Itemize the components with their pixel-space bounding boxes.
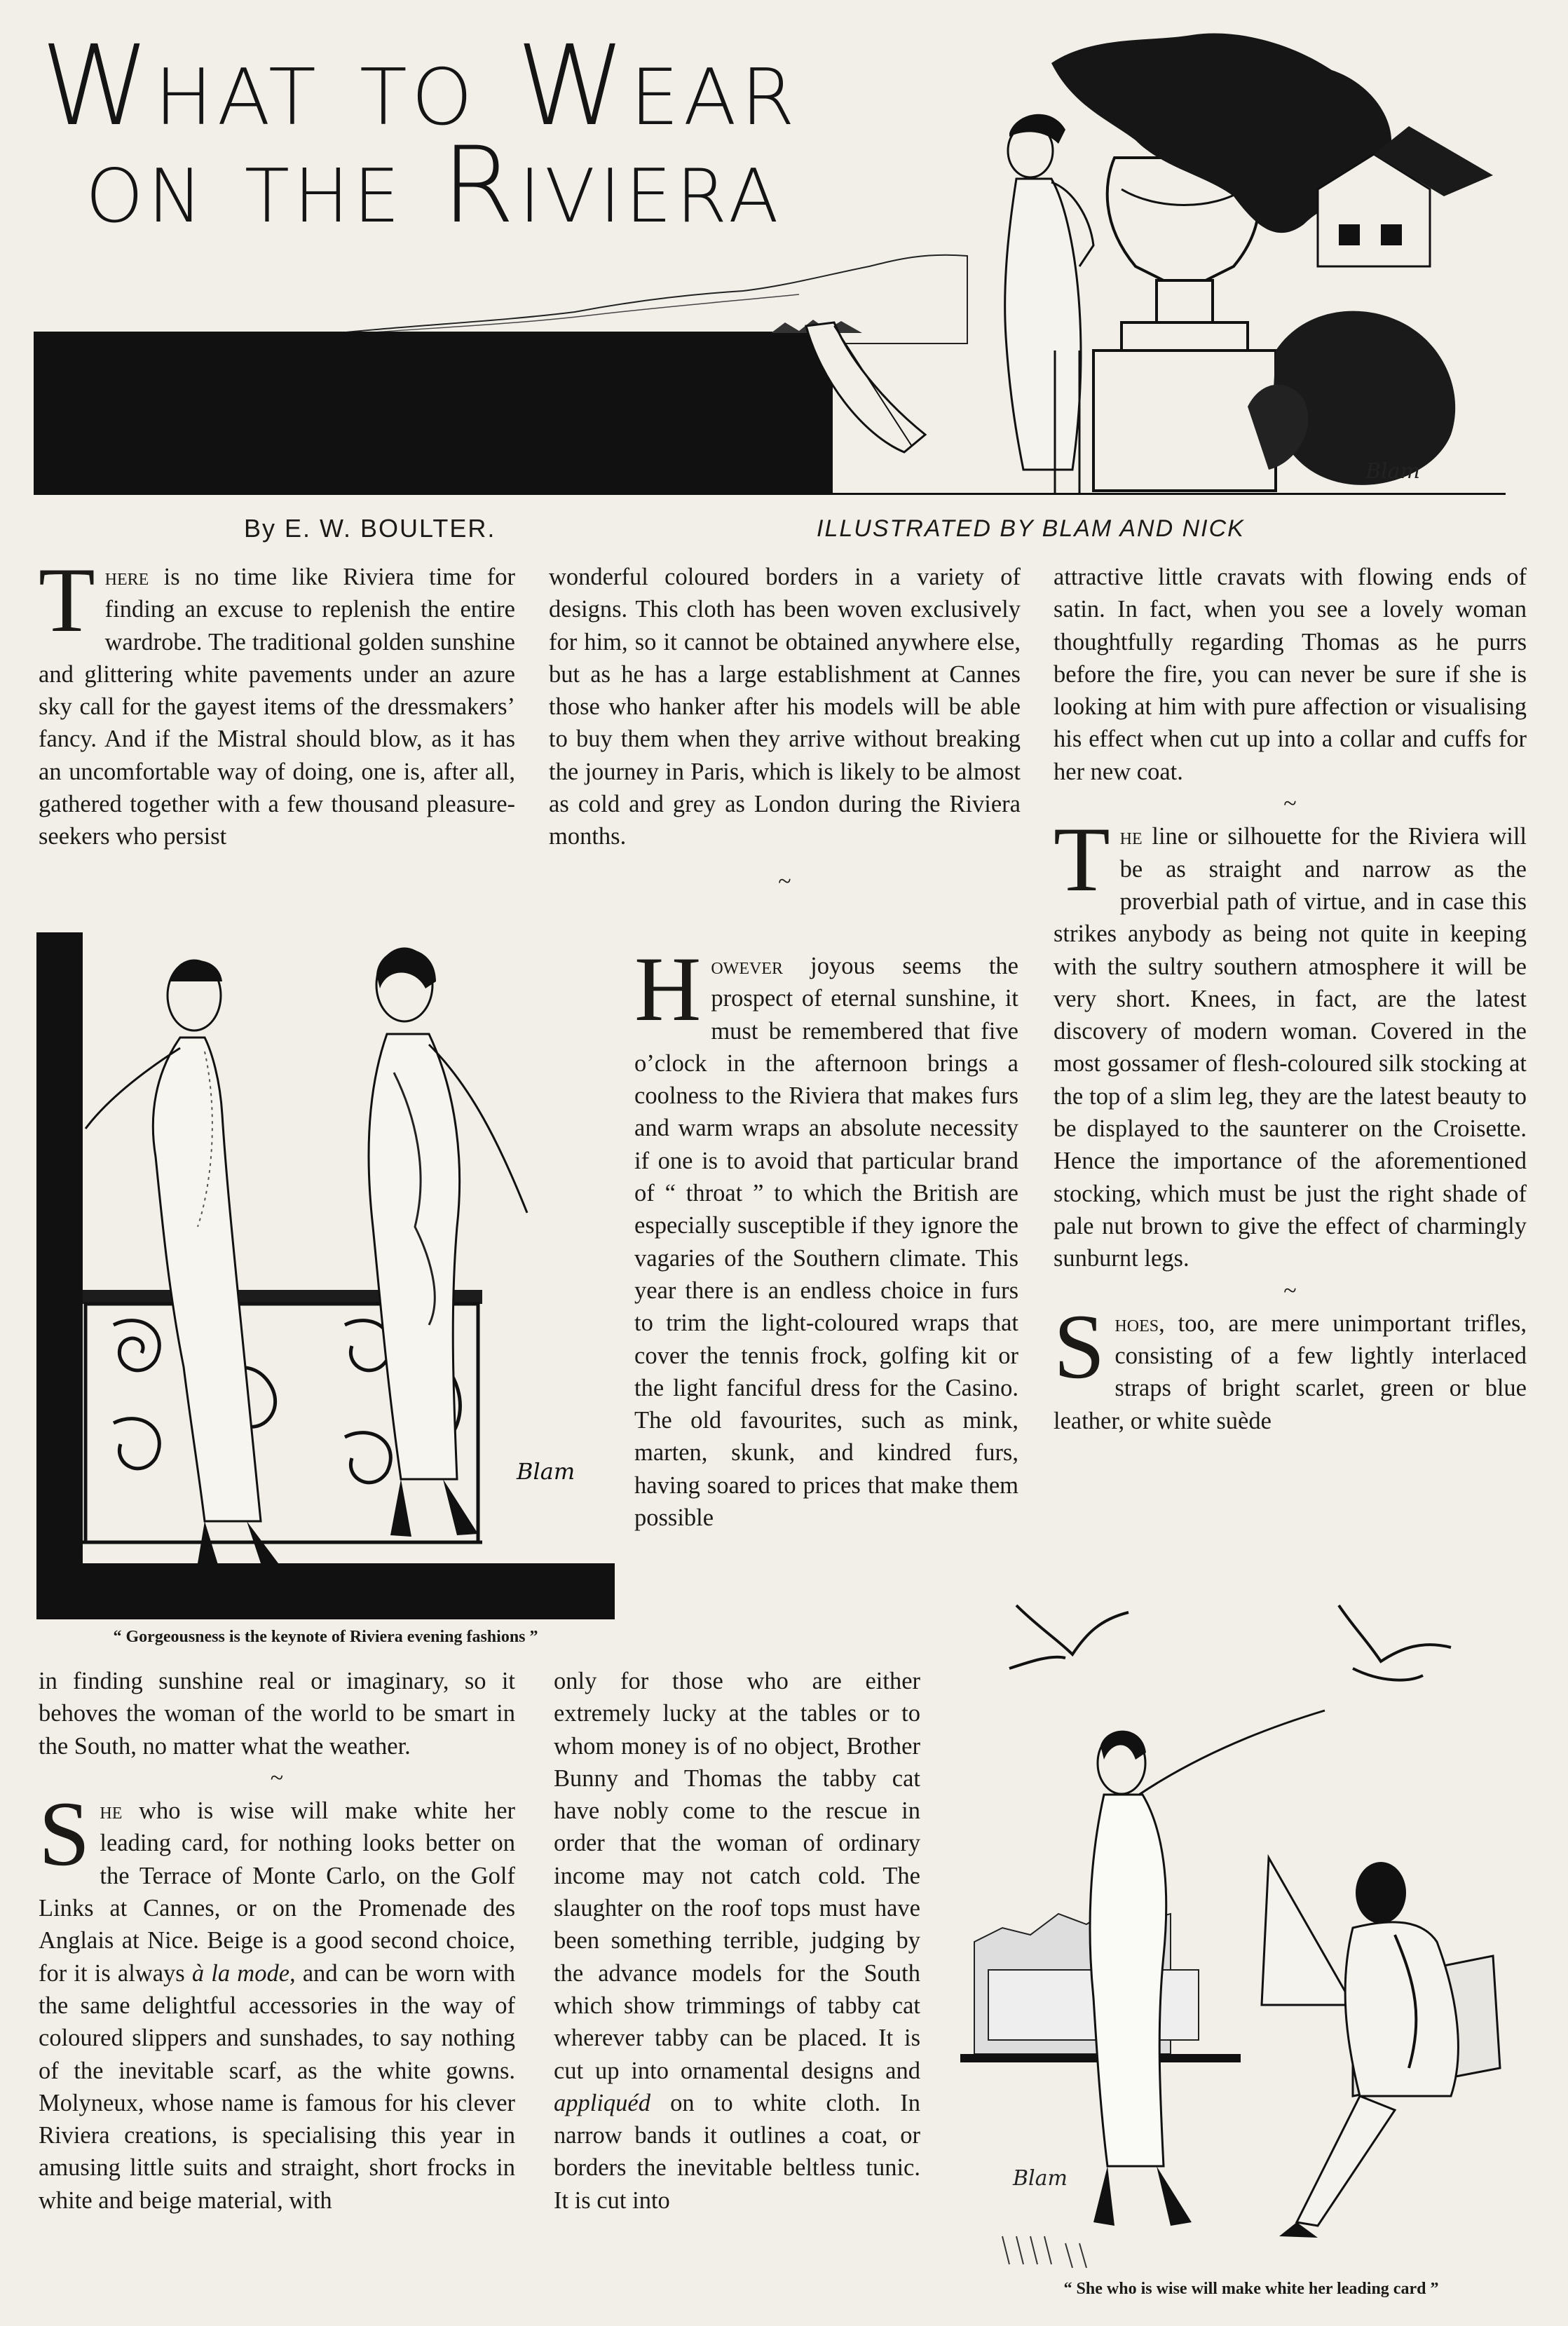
- italic-phrase: appliquéd: [554, 2089, 650, 2116]
- title-line-2: on the Riviera: [86, 125, 783, 247]
- lead-in: hoes: [1114, 1310, 1159, 1337]
- paragraph-text: on to white cloth. In narrow bands it outlines a coat, or borders the inevitable beltless tunic. It is cut into: [554, 2089, 920, 2214]
- byline: By E. W. BOULTER.: [244, 514, 496, 543]
- drop-cap: S: [1054, 1294, 1105, 1398]
- paragraph-furs-continued: [554, 1665, 920, 2217]
- drop-cap: T: [39, 561, 95, 651]
- artist-signature: Blam: [1013, 2166, 1068, 2191]
- paragraph-text: only for those who are either extremely lucky at the tables or to whom money is of no object, Brother Bunny and Thomas the tabby cat have nobly come to the rescue in order that the woman of ordinary income may not catch cold. The slaughter on the roof tops must have been something terrible, judging by the advance models for the South which show trimmings of tabby cat wherever tabby can be placed. It is cut up into ornamental designs and: [554, 1668, 920, 2084]
- column-3: [1054, 561, 1527, 1542]
- paragraph-text: , too, are mere unimportant trifles, consisting of a few lightly interlaced straps of bright scarlet, green or blue leather, or white suède: [1054, 1310, 1527, 1434]
- white-outfit-illustration: [960, 1563, 1542, 2271]
- paragraph-white: [39, 1782, 515, 2217]
- paragraph-intro: [39, 561, 515, 853]
- paragraph-cravats: attractive little cravats with flowing ends of satin. In fact, when you see a lovely woman thoughtfully regarding Thomas as he purrs before the fire, you can never be sure if she is looking at him with pure affection or visualising his effect when cut up into a collar and cuffs for her new coat.: [1054, 564, 1527, 785]
- paragraph-silhouette: [1054, 808, 1527, 1274]
- paragraph-text: joyous seems the prospect of eternal sunshine, it must be remembered that five o’clock in the afternoon brings a coolness to the Riviera that makes furs and warm wraps an absolute necessity if one is to avoid that particular brand of “ throat ” to which the British are especially susceptible if they ignore the vagaries of the Southern climate. This year there is an endless choice in furs to trim the light-coloured wraps that cover the tennis frock, golfing kit or the light fanciful dress for the Casino. The old favourites, such as mink, marten, skunk, and kindred furs, having soared to prices that make them possible: [634, 953, 1018, 1532]
- paragraph-text: line or silhouette for the Riviera will be as straight and narrow as the proverbial path of virtue, and in case this strikes anybody as being not quite in keeping with the sultry southern atmosphere it will be very short. Knees, in fact, are the latest discovery of modern woman. Covered in the most gossamer of flesh-coloured silk stocking at the top of a slim leg, they are the latest beauty to be displayed to the saunterer on the Croisette. Hence the importance of the aforementioned stocking, which must be just the right shade of pale nut brown to give the effect of charmingly sunburnt legs.: [1054, 823, 1527, 1272]
- column-1-top: [39, 561, 515, 922]
- lead-in: he: [100, 1797, 123, 1825]
- artist-signature: Blam: [1365, 459, 1420, 484]
- lead-in: here: [104, 564, 149, 590]
- paragraph-text: and can be worn with the same delightful accessories in the way of coloured slippers and sunshades, to say nothing of the inevitable scarf, as the white gowns. Molyneux, whose name is famous for his clever Riviera creations, is specialising this year in amusing little suits and straight, short frocks in white and beige material, with: [39, 1959, 515, 2214]
- artist-signature: Blam: [517, 1458, 575, 1485]
- ornament-divider: ~: [778, 868, 791, 895]
- paragraph-molyneux: wonderful coloured borders in a variety of designs. This cloth has been woven exclusively for him, so it cannot be obtained anywhere else, but as he has a large establishment at Cannes those who hanker after his models will be able to buy them when they arrive without breaking the journey in Paris, which is likely to be almost as cold and grey as London during the Riviera months.: [549, 564, 1021, 850]
- evening-fashions-illustration: [36, 932, 615, 1619]
- paragraph-text: is no time like Riviera time for finding an excuse to replenish the entire wardrobe. The traditional golden sunshine and glittering white pavements under an azure sky call for the gayest items of the dressmakers’ fancy. And if the Mistral should blow, as it has an uncomfortable way of doing, one is, after all, gathered together with a few thousand pleasure-seekers who persist: [39, 564, 515, 850]
- ornament-divider: ~: [1283, 791, 1297, 817]
- column-1-bottom: [39, 1665, 515, 2320]
- header-illustration: [0, 14, 1568, 505]
- drop-cap: H: [634, 950, 702, 1040]
- evening-fashions-caption: “ Gorgeousness is the keynote of Riviera evening fashions ”: [113, 1628, 538, 1646]
- column-2-middle: [634, 950, 1018, 1661]
- drop-cap: S: [39, 1782, 90, 1886]
- paragraph-furs: [634, 950, 1018, 1534]
- lead-in: he: [1119, 823, 1143, 850]
- title-line-1: What to Wear: [41, 22, 799, 151]
- column-2-top: [549, 561, 1021, 925]
- ornament-divider: ~: [1283, 1277, 1297, 1304]
- paragraph-shoes: [1054, 1294, 1527, 1437]
- paragraph-text: who is wise will make white her leading card, for nothing looks better on the Terrace of Monte Carlo, on the Golf Links at Cannes, or on the Promenade des Anglais at Nice. Beige is a good second choice, for it is always: [39, 1797, 515, 1987]
- drop-cap: T: [1054, 808, 1110, 911]
- column-2-bottom: [554, 1665, 920, 2320]
- illustrated-by: ILLUSTRATED BY BLAM AND NICK: [817, 515, 1245, 542]
- italic-phrase: à la mode,: [191, 1959, 296, 1987]
- paragraph-continued: in finding sunshine real or imaginary, so it behoves the woman of the world to be smart in the South, no matter what the weather.: [39, 1668, 515, 1760]
- white-outfit-caption: “ She who is wise will make white her leading card ”: [1063, 2280, 1439, 2298]
- lead-in: owever: [711, 953, 783, 979]
- ornament-divider: ~: [270, 1764, 284, 1791]
